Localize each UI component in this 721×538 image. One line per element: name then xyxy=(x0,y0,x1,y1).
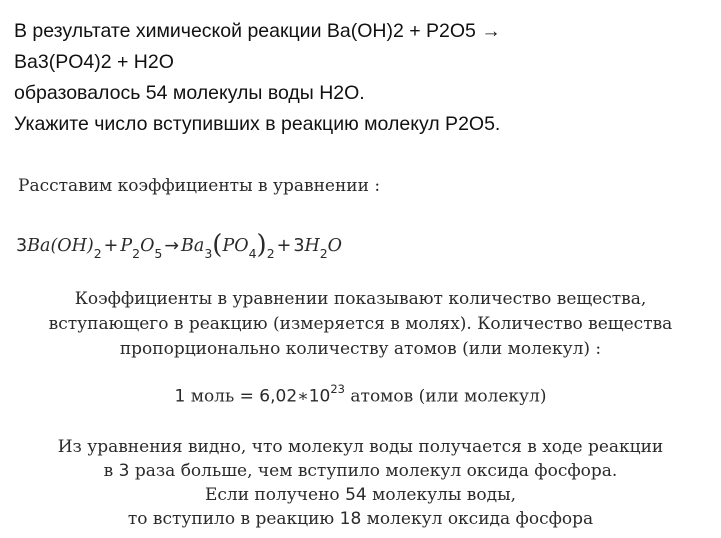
eq-ba2-sub: 3 xyxy=(204,246,213,261)
eq-p-sub: 2 xyxy=(132,246,141,261)
conclusion-line-3-pre: Если получено xyxy=(204,485,346,505)
mole-times: ∗ xyxy=(297,386,309,407)
conclusion-line-4 xyxy=(0,507,721,531)
eq-o-2: O xyxy=(327,236,343,256)
eq-o-sub: 5 xyxy=(154,246,163,261)
conclusion-line-3 xyxy=(0,483,721,507)
mole-base: 10 xyxy=(308,386,331,407)
mole-eq: = xyxy=(239,386,260,407)
eq-p: P xyxy=(120,236,133,256)
eq-oh: (OH) xyxy=(50,236,94,256)
conclusion-water-count: 54 xyxy=(345,485,367,505)
conclusion-line-4-post: молекул оксида фосфора xyxy=(361,509,594,529)
conclusion xyxy=(0,435,721,531)
mole-one: 1 xyxy=(174,386,186,407)
eq-po: PO xyxy=(222,236,249,256)
chemical-equation xyxy=(16,228,343,261)
eq-arrow: → xyxy=(164,236,180,256)
question-line-2: Ba3(PO4)2 + H2O xyxy=(14,51,174,73)
answer-intro: Расставим коэффициенты в уравнении : xyxy=(18,176,381,196)
eq-ba: Ba xyxy=(27,236,51,256)
conclusion-line-2 xyxy=(0,459,721,483)
conclusion-answer: 18 xyxy=(339,509,362,529)
mole-exponent: 23 xyxy=(330,382,345,396)
eq-h: H xyxy=(304,236,320,256)
conclusion-line-2-post: раза больше, чем вступило молекул оксида фосфора. xyxy=(129,461,618,481)
eq-oh-sub: 2 xyxy=(93,246,102,261)
question-line-4: Укажите число вступивших в реакцию молекул P2O5. xyxy=(14,113,501,135)
question-text xyxy=(14,16,714,140)
question-line-1: В результате химической реакции Ba(OH)2 + P2O5 → xyxy=(14,20,501,42)
mole-value: 6,02 xyxy=(259,386,298,407)
eq-plus-2: + xyxy=(276,236,292,256)
mole-formula xyxy=(0,384,721,407)
eq-coef-left: 3 xyxy=(16,236,28,256)
coefficients-explanation xyxy=(0,287,721,362)
eq-paren-open: ( xyxy=(212,230,223,260)
explanation-line-3: пропорционально количеству атомов (или молекул) : xyxy=(119,339,602,359)
eq-paren-close: ) xyxy=(256,230,267,260)
eq-paren-sub: 2 xyxy=(266,246,275,261)
eq-h-sub: 2 xyxy=(319,246,328,261)
eq-coef-right: 3 xyxy=(293,236,305,256)
conclusion-ratio: 3 xyxy=(118,461,130,481)
eq-o: O xyxy=(140,236,155,256)
conclusion-line-3-post: молекулы воды, xyxy=(366,485,517,505)
eq-po-sub: 4 xyxy=(248,246,257,261)
mole-tail: атомов (или молекул) xyxy=(345,386,547,407)
conclusion-line-1: Из уравнения видно, что молекул воды получается в ходе реакции xyxy=(57,437,664,457)
conclusion-line-2-pre: в xyxy=(103,461,119,481)
mole-unit: моль xyxy=(185,386,240,407)
question-line-3: образовалось 54 молекулы воды H2O. xyxy=(14,82,365,104)
explanation-line-1: Коэффициенты в уравнении показывают количество вещества, xyxy=(74,289,647,309)
explanation-line-2: вступающего в реакцию (измеряется в молях). Количество вещества xyxy=(48,314,673,334)
eq-plus-1: + xyxy=(103,236,119,256)
eq-ba-2: Ba xyxy=(181,236,205,256)
conclusion-line-4-pre: то вступило в реакцию xyxy=(127,509,340,529)
